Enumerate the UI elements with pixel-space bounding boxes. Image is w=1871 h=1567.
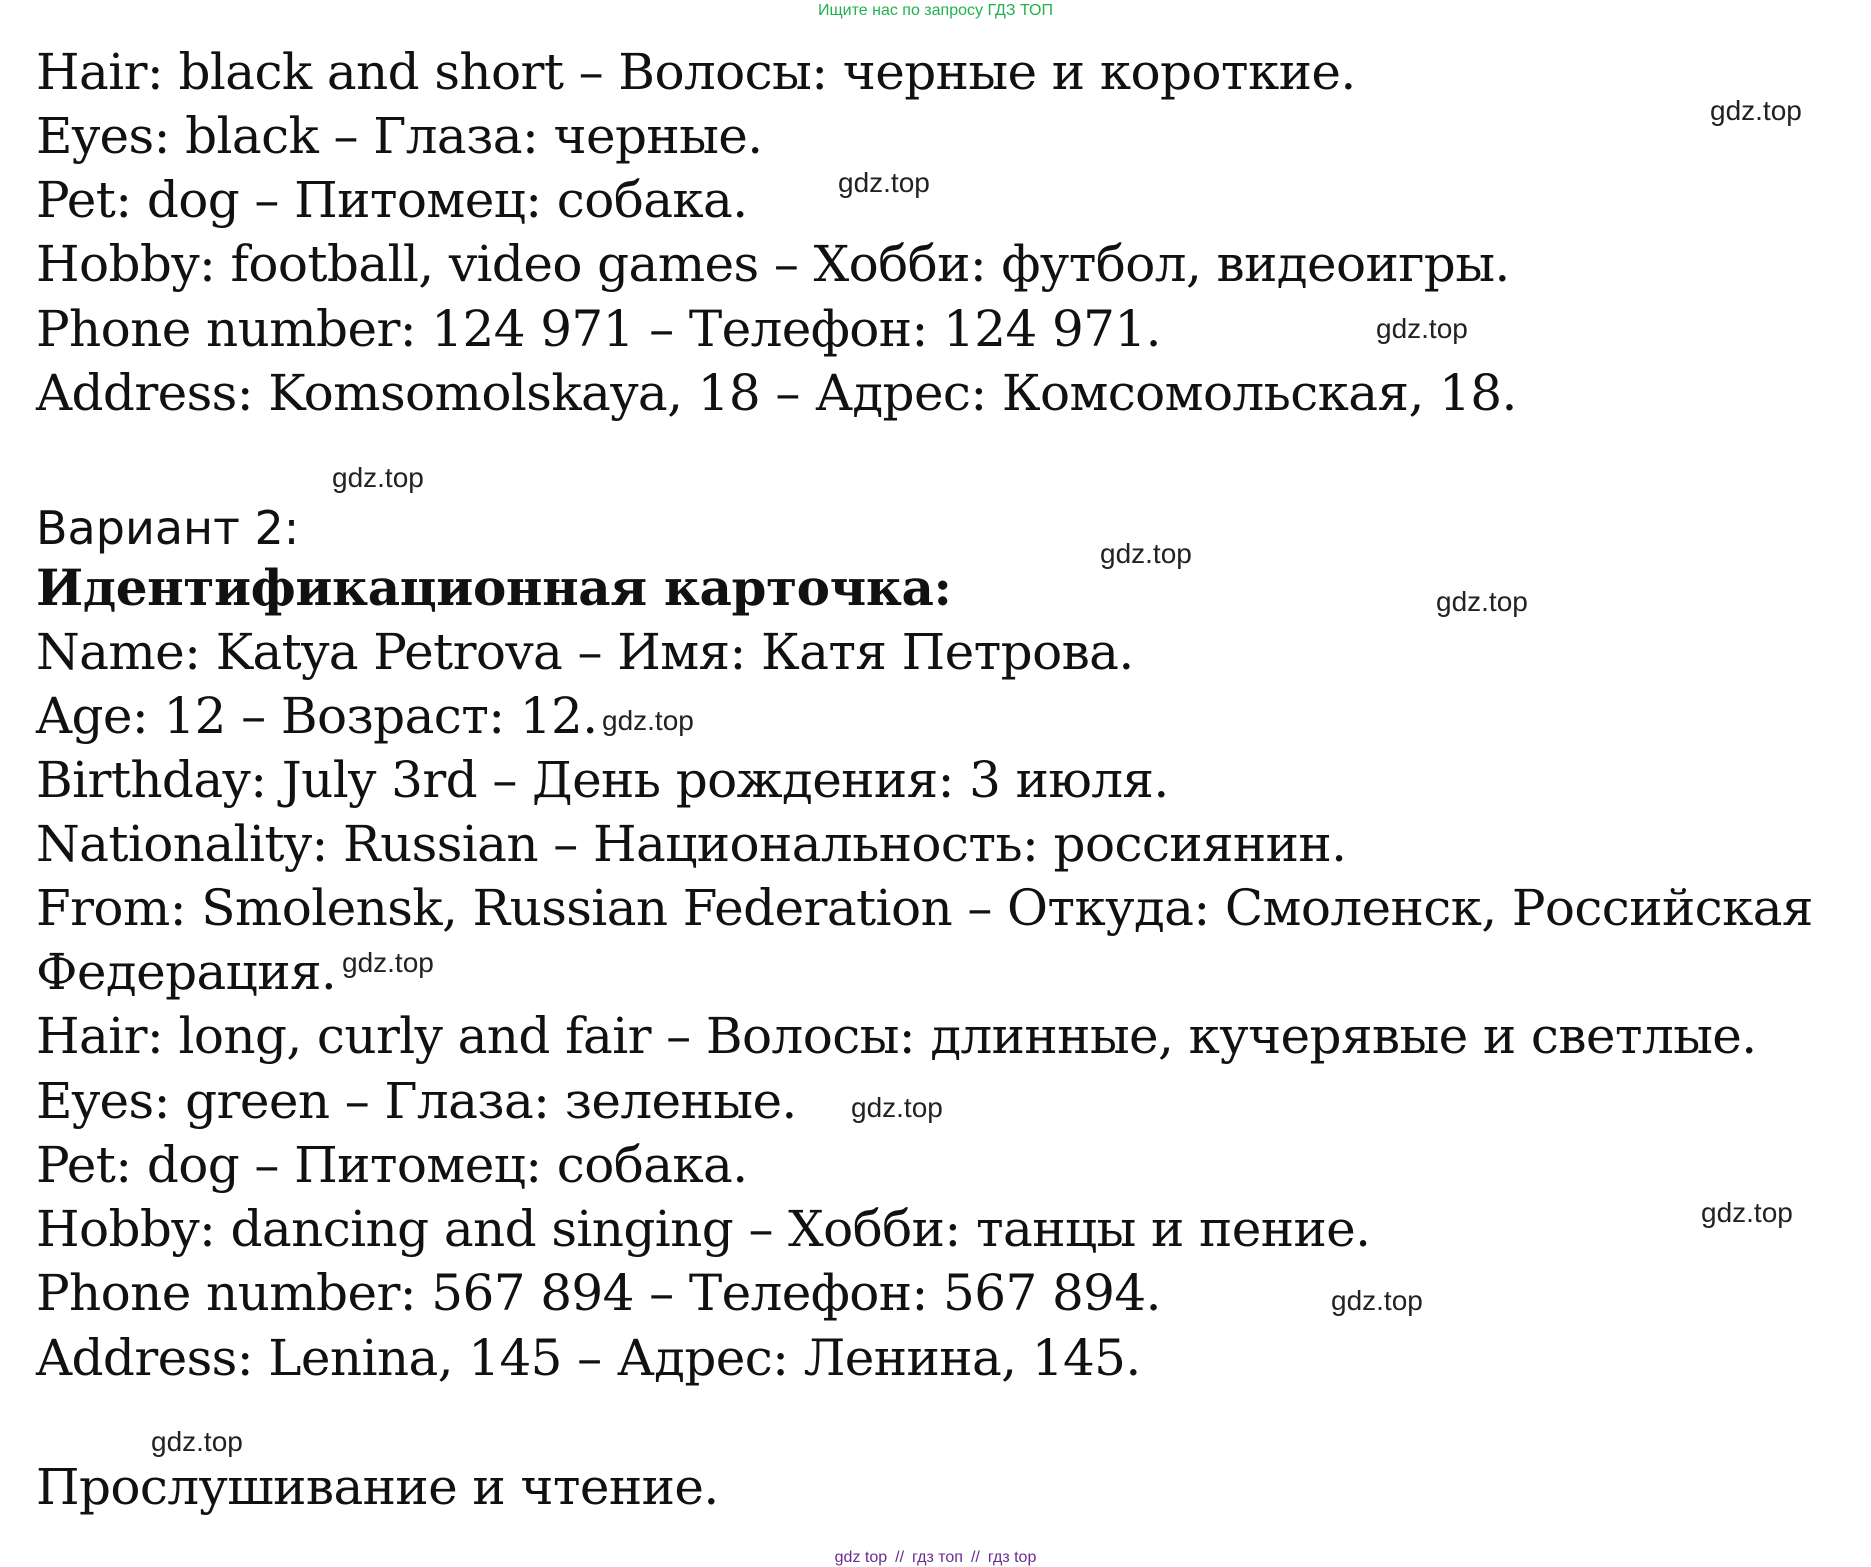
pet-line: Pet: dog – Питомец: собака. [36,171,748,229]
watermark: gdz.top [1331,1285,1423,1316]
phone-line: Phone number: 567 894 – Телефон: 567 894. [36,1264,1161,1322]
watermark: gdz.top [1100,538,1192,569]
watermark: gdz.top [342,947,434,978]
watermark: gdz.top [602,705,694,736]
watermark: gdz.top [1710,95,1802,126]
watermark: gdz.top [1376,313,1468,344]
hair-line: Hair: long, curly and fair – Волосы: длинные, кучерявые и светлые. [36,1007,1757,1065]
eyes-line: Eyes: green – Глаза: зеленые. [36,1072,797,1130]
name-line: Name: Katya Petrova – Имя: Катя Петрова. [36,623,1134,681]
birthday-line: Birthday: July 3rd – День рождения: 3 июля. [36,751,1169,809]
variant-heading: Вариант 2: [36,501,300,555]
footer-link-gdz-top[interactable]: gdz top [834,1549,888,1566]
address-line: Address: Lenina, 145 – Адрес: Ленина, 145. [36,1329,1141,1387]
card-title: Идентификационная карточка: [36,558,952,617]
nationality-line: Nationality: Russian – Национальность: россиянин. [36,815,1347,873]
hobby-line: Hobby: dancing and singing – Хобби: танцы и пение. [36,1200,1371,1258]
hair-line: Hair: black and short – Волосы: черные и короткие. [36,43,1356,101]
watermark: gdz.top [1436,586,1528,617]
top-banner: Ищите нас по запросу ГДЗ ТОП [818,2,1053,19]
watermark: gdz.top [1701,1197,1793,1228]
footer-link-gdz-top-mixed[interactable]: гдз top [987,1549,1037,1566]
from-line-continued: Федерация. [36,943,337,1001]
age-line: Age: 12 – Возраст: 12. [36,687,598,745]
footer-links [0,1549,1871,1567]
watermark: gdz.top [838,167,930,198]
watermark: gdz.top [332,462,424,493]
hobby-line: Hobby: football, video games – Хобби: футбол, видеоигры. [36,235,1510,293]
footer-link-gdz-top-ru[interactable]: гдз топ [912,1549,963,1566]
section-next-heading: Прослушивание и чтение. [36,1458,719,1516]
eyes-line: Eyes: black – Глаза: черные. [36,107,763,165]
watermark: gdz.top [851,1092,943,1123]
from-line: From: Smolensk, Russian Federation – Откуда: Смоленск, Российская [36,879,1813,937]
watermark: gdz.top [151,1426,243,1457]
pet-line: Pet: dog – Питомец: собака. [36,1136,748,1194]
footer-separator: // [895,1549,905,1566]
address-line: Address: Komsomolskaya, 18 – Адрес: Комсомольская, 18. [36,364,1517,422]
phone-line: Phone number: 124 971 – Телефон: 124 971. [36,300,1161,358]
footer-separator: // [970,1549,980,1566]
